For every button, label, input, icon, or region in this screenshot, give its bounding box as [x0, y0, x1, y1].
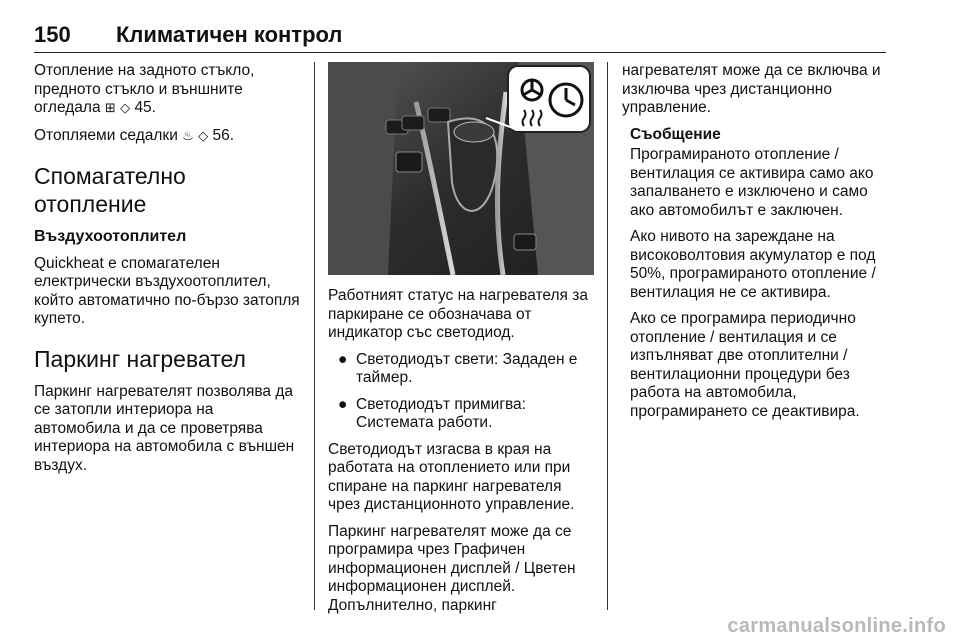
paragraph-remote-control: нагревателят може да се включва и изключва чрез дистанционно управление. [622, 62, 881, 116]
console-photo [328, 62, 594, 275]
chapter-title: Климатичен контрол [116, 22, 343, 47]
note-paragraph: Ако се програмира периодично отопление / вентилация и се изпълняват две отоплителни / вентилационни процедури без работа на автомобила, програмирането се деактивира. [630, 310, 860, 420]
list-item: ● Светодиодът примигва: Системата работи. [338, 395, 526, 431]
section-heading-auxiliary-heating: Спомагателно отопление [34, 163, 186, 217]
column-middle [328, 62, 594, 623]
section-heading-parking-heater: Паркинг нагревател [34, 345, 246, 372]
watermark: carmanualsonline.info [727, 615, 946, 637]
page-ref-arrow-icon: ◇ [198, 128, 209, 144]
paragraph-rear-window-heat: Отопление на задното стъкло, предното стъкло и външните огледала ⊞ ◇ 45. [34, 62, 255, 116]
note-title: Съобщение [630, 125, 721, 143]
page-number: 150 [34, 22, 71, 47]
paragraph-parking-heater: Паркинг нагревателят позволява да се затопли интериора на автомобила и да се проветрява интериора на автомобила с външен въздух. [34, 382, 295, 474]
column-divider [607, 62, 608, 610]
note-box [622, 126, 890, 422]
bullet-icon: ● [338, 350, 348, 368]
column-left [34, 62, 304, 483]
rear-window-heat-icon: ⊞ [104, 101, 116, 116]
paragraph-led-off: Светодиодът изгасва в края на работата на отоплението или при спиране на паркинг нагревателя чрез дистанционното управление. [328, 440, 575, 513]
subheading-air-heater: Въздухоотоплител [34, 228, 187, 245]
page-header [34, 20, 886, 53]
note-paragraph: Ако нивото на зареждане на високоволтовия акумулатор е под 50%, програмираното отопление / вентилация не се активира. [630, 228, 876, 301]
paragraph-seat-heat: Отопляеми седалки ♨ ◇ 56. [34, 126, 235, 144]
page-ref[interactable]: 56. [212, 126, 235, 144]
paragraph-status-led: Работният статус на нагревателя за паркиране се обозначава от индикатор със светодиод. [328, 287, 588, 341]
note-paragraph: Програмираното отопление / вентилация се активира само ако запалването е изключено и само ако автомобилът е заключен. [630, 146, 874, 219]
column-right [622, 62, 890, 429]
center-console-illustration [328, 62, 594, 275]
seat-heat-icon: ♨ [182, 128, 194, 144]
bullet-icon: ● [338, 395, 348, 413]
paragraph-programming: Паркинг нагревателят може да се програмира чрез Графичен информационен дисплей / Цветен информационен дисплей. Допълнително, паркинг [328, 522, 576, 614]
page-ref[interactable]: 45. [134, 99, 156, 116]
column-divider [314, 62, 315, 610]
page-ref-arrow-icon: ◇ [120, 101, 131, 116]
paragraph-quickheat: Quickheat е спомагателен електрически въздухоотоплител, който автоматично по-бързо затопля купето. [34, 254, 300, 327]
list-item: ● Светодиодът свети: Зададен е таймер. [338, 350, 578, 386]
